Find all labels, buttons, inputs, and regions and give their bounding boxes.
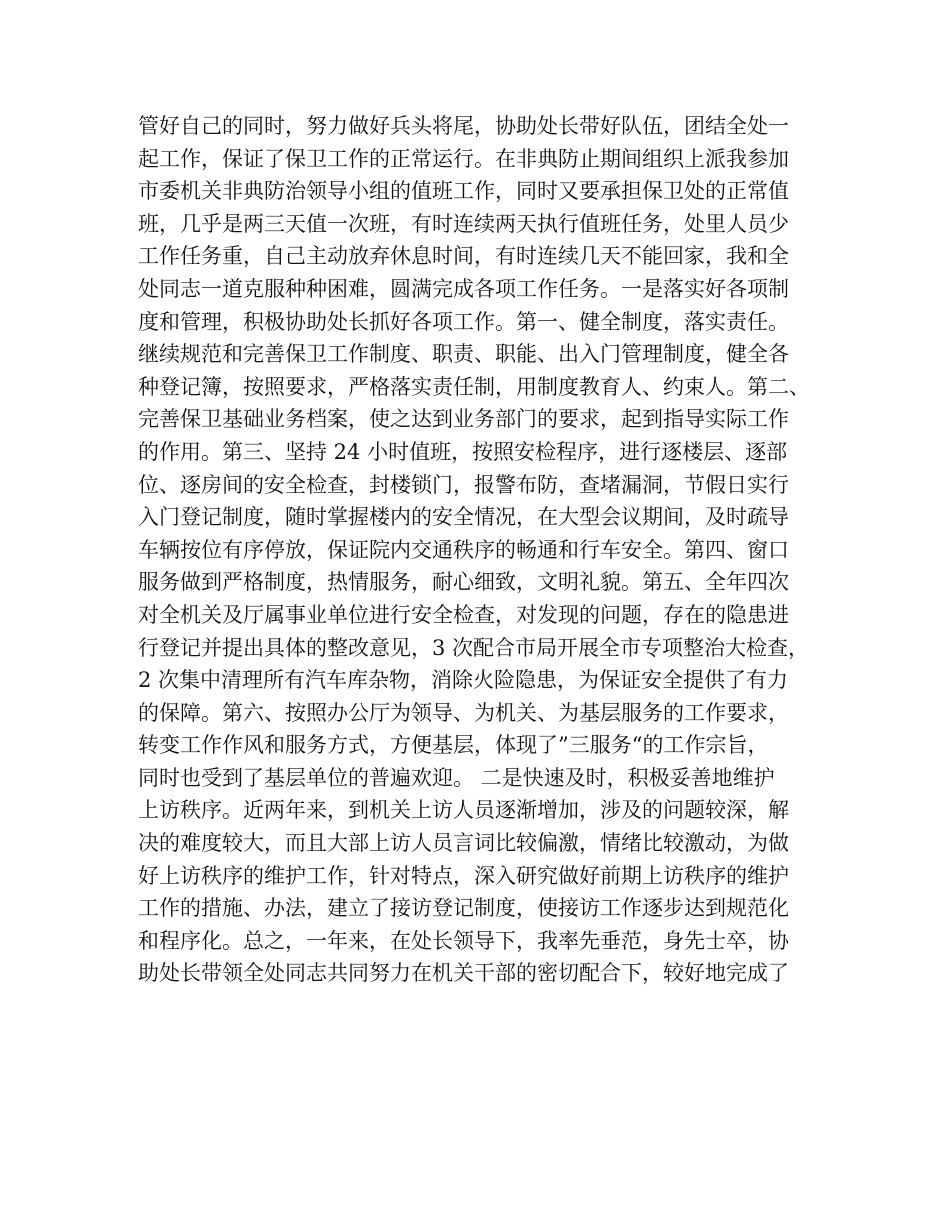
text-line: 管好自己的同时，努力做好兵头将尾，协助处长带好队伍，团结全处一 xyxy=(138,114,789,138)
text-line: 的保障。第六、按照办公厅为领导、为机关、为基层服务的工作要求， xyxy=(138,700,789,725)
text-line: 决的难度较大，而且大部上访人员言词比较偏激，情绪比较激动，为做 xyxy=(138,831,789,856)
text-line: 2 次集中清理所有汽车库杂物，消除火险隐患，为保证安全提供了有力 xyxy=(138,668,789,693)
text-line: 处同志一道克服种种困难，圆满完成各项工作任务。一是落实好各项制 xyxy=(138,276,789,301)
body-text xyxy=(138,110,828,990)
text-line: 好上访秩序的维护工作，针对特点，深入研究做好前期上访秩序的维护 xyxy=(138,863,789,888)
text-line: 同时也受到了基层单位的普遍欢迎。 二是快速及时，积极妥善地维护 xyxy=(138,765,775,790)
text-line: 市委机关非典防治领导小组的值班工作，同时又要承担保卫处的正常值 xyxy=(138,179,789,204)
text-line: 的作用。第三、坚持 24 小时值班，按照安检程序，进行逐楼层、逐部 xyxy=(138,439,788,464)
text-line: 班，几乎是两三天值一次班，有时连续两天执行值班任务，处里人员少 xyxy=(138,211,789,236)
text-line: 继续规范和完善保卫工作制度、职责、职能、出入门管理制度，健全各 xyxy=(138,342,789,367)
text-line: 完善保卫基础业务档案，使之达到业务部门的要求，起到指导实际工作 xyxy=(138,407,789,432)
text-line: 车辆按位有序停放，保证院内交通秩序的畅通和行车安全。第四、窗口 xyxy=(138,537,789,562)
text-line: 种登记簿，按照要求，严格落实责任制，用制度教育人、约束人。第二、 xyxy=(138,374,810,399)
text-line: 起工作，保证了保卫工作的正常运行。在非典防止期间组织上派我参加 xyxy=(138,146,789,171)
text-line: 工作的措施、办法，建立了接访登记制度，使接访工作逐步达到规范化 xyxy=(138,896,789,921)
text-line: 服务做到严格制度，热情服务，耐心细致，文明礼貌。第五、全年四次 xyxy=(138,570,789,595)
text-line: 行登记并提出具体的整改意见，3 次配合市局开展全市专项整治大检查， xyxy=(138,635,810,660)
text-line: 工作任务重，自己主动放弃休息时间，有时连续几天不能回家，我和全 xyxy=(138,244,789,269)
text-line: 位、逐房间的安全检查，封楼锁门，报警布防，查堵漏洞，节假日实行 xyxy=(138,472,789,497)
text-line: 对全机关及厅属事业单位进行安全检查，对发现的问题，存在的隐患进 xyxy=(138,602,789,627)
text-line: 转变工作作风和服务方式，方便基层，体现了”三服务“的工作宗旨， xyxy=(138,733,769,758)
text-line: 和程序化。总之，一年来，在处长领导下，我率先垂范，身先士卒，协 xyxy=(138,928,789,953)
text-line: 入门登记制度，随时掌握楼内的安全情况，在大型会议期间，及时疏导 xyxy=(138,505,789,530)
text-line: 度和管理，积极协助处长抓好各项工作。第一、健全制度，落实责任。 xyxy=(138,309,789,334)
text-line: 助处长带领全处同志共同努力在机关干部的密切配合下，较好地完成了 xyxy=(138,961,789,986)
text-line: 上访秩序。近两年来，到机关上访人员逐渐增加，涉及的问题较深，解 xyxy=(138,798,789,823)
